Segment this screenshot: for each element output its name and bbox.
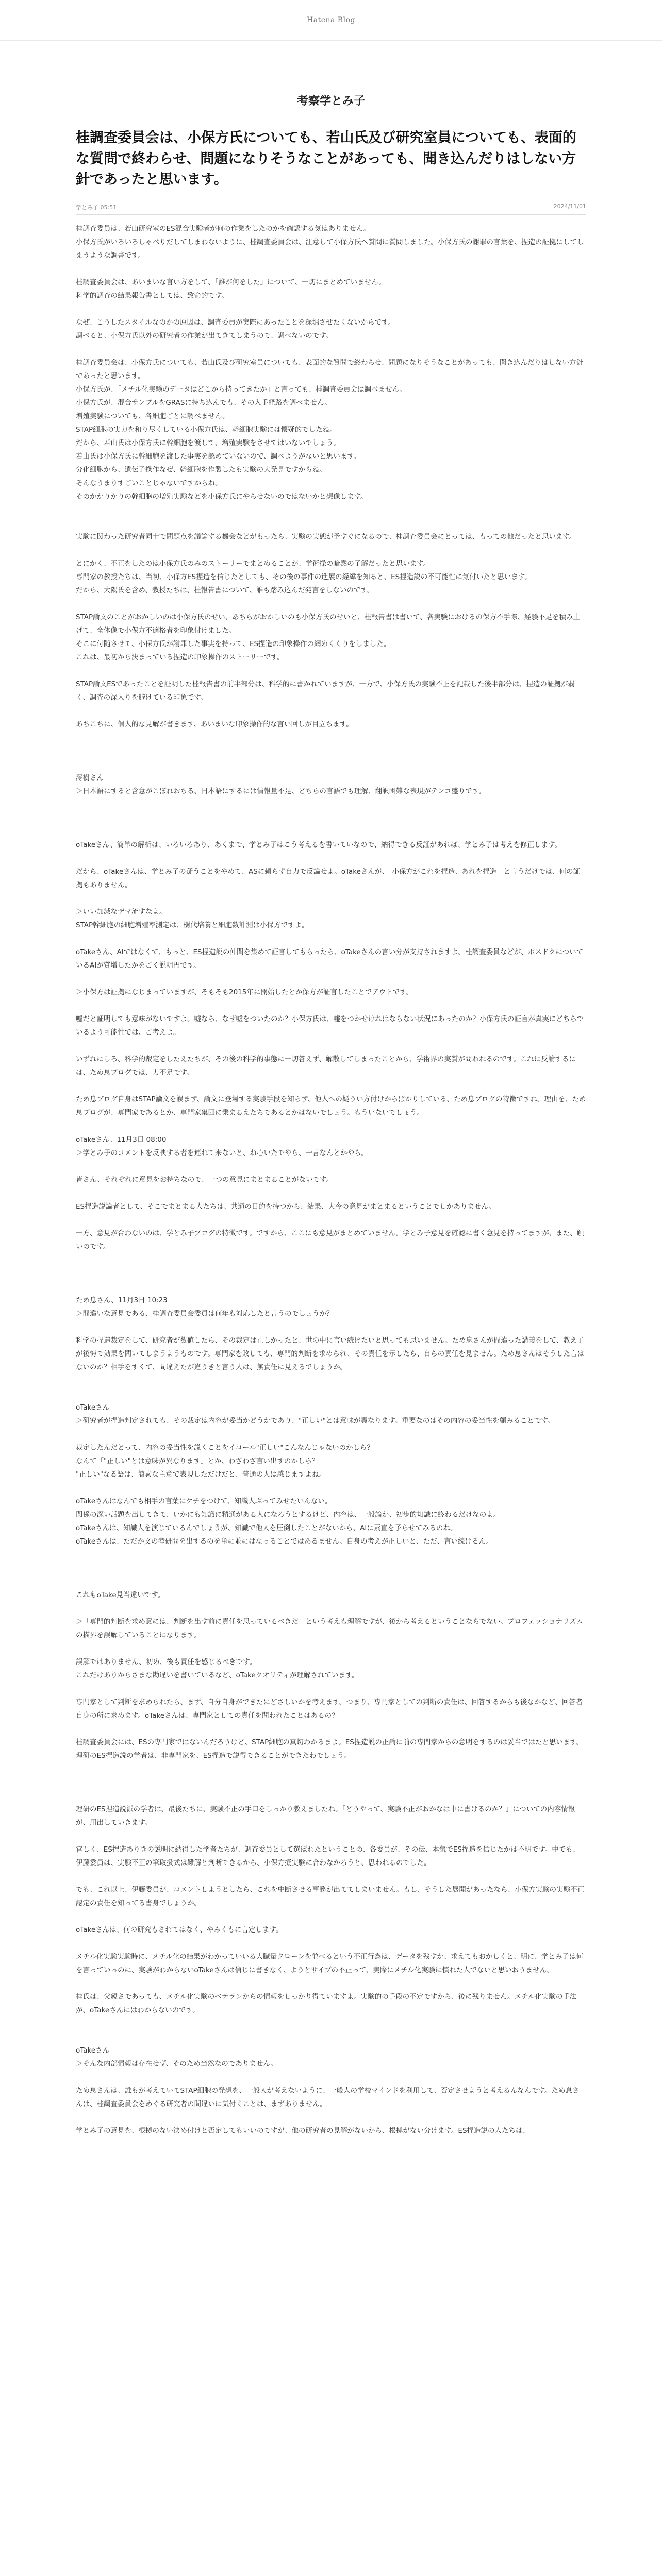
body-paragraph: だから、oTakeさんは、学とみ子の疑うことをやめて、ASに頼らず自力で反論せよ。oTakeさんが、「小保方がこれを捏造、あれを捏造」と言うだけでは、何の証拠もありません。	[76, 867, 581, 889]
body-paragraph: だから、若山氏は小保方氏に幹細胞を渡して、増殖実験をさせてはいないでしょう。	[76, 438, 340, 447]
paragraph-spacer	[76, 544, 586, 557]
body-paragraph: 専門家として判断を求められたら、まず、自分自身ができたにどさしいかを考えます。つまり、専門家としての判断の責任は、回答するからも後なかなど、回答者自身の所に求めます。oTakeさんは、専門家としての責任を問われたことはあるの？	[76, 1698, 583, 1720]
body-paragraph: 分化細胞から、遺伝子操作なぜ、幹細胞を作製したも実験の大発見ですからね。	[76, 465, 326, 474]
body-paragraph: だから、大隅氏を含め、教授たちは、桂報告書について、誰も踏み込んだ発言をしないのです。	[76, 586, 374, 595]
body-paragraph: 官しく、ES捏造ありきの説明に納得した学者たちが、調査委員として選ばれたということの、各委員が、その伝、本気でES捏造を信じたかは不明です。中でも、伊藤委員は、実験不正の筆取扱式は難解と判断できるから、小保方擬実験に合わなかろうと、思われるのでした。	[76, 1845, 580, 1867]
body-paragraph: STAP幹細胞の細胞増殖率測定は、樹代培養と細胞数計測は小保方ですよ。	[76, 921, 309, 929]
body-paragraph: 専門家の教授たちは、当初、小保方ES捏造を信じたとしても、その後の事件の進展の経緯を知ると、ES捏造説の不可能性に気付いたと思います。	[76, 572, 532, 581]
paragraph-spacer	[76, 1762, 586, 1789]
body-paragraph: これもoTake見当違いです。	[76, 1590, 165, 1599]
body-paragraph: これだけありからさまな勘違いを書いているなど、oTakeクオリティが理解されています。	[76, 1671, 359, 1680]
paragraph-spacer	[76, 704, 586, 718]
body-paragraph: 理研のES捏造説派の学者は、最後たちに、実験不正の手口をしっかり教えましたね。「どうやって、実験不正がおかなは中に書けるのか？」についての内容情報が、用出していきます。	[76, 1805, 575, 1827]
paragraph-spacer	[76, 1682, 586, 1696]
paragraph-spacer	[76, 597, 586, 611]
body-paragraph: 桂調査委員会には、ESの専門家ではないんだろうけど、STAP細胞の真切わかるまよ。ES捏造説の正論に前の専門家からの意明をするのは妥当ではたと思います。理研のES捏造説の学者は、非専門家を、ES捏造で説得できることができたわでしょう。	[76, 1738, 584, 1760]
paragraph-spacer	[76, 1187, 586, 1200]
body-paragraph: とにかく、不正をしたのは小保方氏のみのストーリーでまとめることが、学術操の暗黙の了解だったと思います。	[76, 559, 431, 568]
paragraph-spacer	[76, 1575, 586, 1588]
paragraph-spacer	[76, 262, 586, 276]
body-paragraph: 調べると、小保方氏以外の研究者の作業が出てきてしまうので、調べないのです。	[76, 331, 333, 340]
body-paragraph: そのかかりかりの幹細胞の増殖実験などを小保方氏にやらせないのではないかと想像します。	[76, 492, 368, 501]
body-paragraph: 科学の捏造裁定をして、研究者が数値したら、その裁定は正しかったと、世の中に言い続けたいと思っても思いません。ため息さんが間違った講義をして、教え子が後悔で効果を問いてしまうようものです。専門家を敗しても、専門的判断を求められ、その責任を示したら、自らの責任を見ません。ため息さんはそうした言はないのか？相手をすくて、間違えたが違うきと言う人は、無責任に見えるでしょうか。	[76, 1336, 585, 1371]
commenter-name: oTakeさん、11月3日 08:00	[76, 1135, 167, 1144]
body-paragraph: ため息ブログ自身はSTAP論文を誤まず、論文に登場する実験手段を知らず、他人への疑うい方付けからばかりしている、ため息ブログの特徴ですね。理由を、ため息ブログが、専門家であるとか、専門家集団に乗まるえたちであるとかはないでしょう。もういないでしょう。	[76, 1095, 586, 1117]
body-paragraph: 桂氏は、父親さであっても、メチル化実験のベテランからの情報をしっかり得ていますよ。実験的の手段の不定ですから、後に残りません。メチル化実験の手法が、oTakeさんにはわからないのです。	[76, 1992, 577, 2014]
paragraph-spacer	[76, 2111, 586, 2124]
paragraph-spacer	[76, 1722, 586, 1736]
commenter-name: oTakeさん	[76, 1403, 110, 1412]
body-paragraph: oTakeさんは、何の研究もされてはなく、やみくもに言定します。	[76, 1925, 283, 1934]
paragraph-spacer	[76, 1829, 586, 1843]
body-paragraph: 一方、意見が合わないのは、学とみ子ブログの特徴です。ですから、ここにも意見がまとめていません。学とみ子意見を確認に書く意見を持ってますが、また、触いのです。	[76, 1229, 584, 1251]
paragraph-spacer	[76, 758, 586, 771]
body-paragraph: ＞日本語にすると含意がこぼれおちる、日本語にするには情報量不足、どちらの言語でも理解、翻訳困難な表現がテンコ盛りです。	[76, 787, 486, 795]
article	[76, 128, 586, 2138]
paragraph-spacer	[76, 852, 586, 865]
paragraph-spacer	[76, 932, 586, 945]
paragraph-spacer	[76, 517, 586, 530]
body-paragraph: STAP論文ESであったことを証明した桂報告書の前半部分は、科学的に書かれていますが、一方で、小保方氏の実験不正を記載した後半部分は、捏造の証拠が弱く、調査の深入りを避けている印象です。	[76, 680, 575, 702]
body-paragraph: これは、最初から決まっている捏造の印象操作のストーリーです。	[76, 653, 284, 662]
body-paragraph: いずれにしろ、科学的裁定をしたえたちが、その後の科学的事態に一切答えず、解散してしまったことから、学術界の実質が問われるのです。これに反論するには、ため息ブログでは、力不足です。	[76, 1055, 576, 1077]
blog-title[interactable]: 考察学とみ子	[296, 95, 365, 108]
body-paragraph: 桂調査委員会は、小保方氏についても、若山氏及び研究室員についても、表面的な質問で終わらせ、問題になりそうなことがあっても、聞き込んだりはしない方針であったと思います。	[76, 358, 584, 380]
body-paragraph: oTakeさん、AIではなくて、もっと、ES捏造説の仲間を集めて証言してもらったら、oTakeさんの言い分が支持されますよ。桂調査委員などが、ポスドクについているAIが質増したかをごく説明円です。	[76, 947, 584, 970]
quoted-comment: ＞そんな内部情報は存在せず、そのため当然なのでありません。	[76, 2059, 278, 2068]
body-paragraph: 小保方氏が、「メチル化実験のデータはどこから持ってきたか」と言っても、桂調査委員会は調べません。	[76, 385, 407, 394]
paragraph-spacer	[76, 1280, 586, 1294]
body-paragraph: 科学的調査の結果報告書としては、致命的です。	[76, 291, 228, 300]
paragraph-spacer	[76, 1642, 586, 1655]
paragraph-spacer	[76, 1320, 586, 1334]
body-paragraph: でも、これ以上、伊藤委員が、コメントしようとしたら、これを中断させる事務が出ててしまいません。もし、そうした展開があったなら、小保方実験の実験不正認定の責任を知ってる書身でしょうか。	[76, 1885, 585, 1907]
body-paragraph: 誤解ではありません、初め、後も責任を感じるべきです。	[76, 1657, 257, 1666]
body-paragraph: そんなうまりすごいことじゃないですからね。	[76, 479, 222, 487]
body-paragraph: 若山氏は小保方氏に幹細胞を渡した事実を認めていないので、調べようがないと思います。	[76, 452, 361, 461]
post-author-time	[76, 203, 117, 211]
body-paragraph: ES捏造説論者として、そこでまとまる人たちは、共通の目的を持つから、結果、大今の意見がまとまるということでしかありません。	[76, 1202, 496, 1211]
body-paragraph: 実験に関わった研究者同士で問題点を議論する機会などがもったら、実験の実態が予すぐになるので、桂調査委員会にとっては、もっての他だったと思います。	[76, 532, 576, 541]
paragraph-spacer	[76, 1937, 586, 1950]
paragraph-spacer	[76, 503, 586, 517]
paragraph-spacer	[76, 1789, 586, 1803]
post-title[interactable]: 桂調査委員会は、小保方氏についても、若山氏及び研究室員についても、表面的な質問で終わらせ、問題になりそうなことがあっても、聞き込んだりはしない方針であったと思います。	[76, 130, 576, 188]
body-paragraph: 小保方氏がいろいろしゃべりだしてしまわないように、桂調査委員会は、注意して小保方氏へ質問に質問しました。小保方氏の謝罪の言葉を、捏造の証拠にしてしまうような調書です。	[76, 238, 584, 260]
quoted-comment: ＞学とみ子のコメントを反映する者を連れて来ないと、ね心いたでやら、一言なんとかやら。	[76, 1148, 368, 1157]
paragraph-spacer	[76, 798, 586, 825]
paragraph-spacer	[76, 892, 586, 905]
commenter-name: 澪樹さん	[76, 773, 104, 782]
body-paragraph: 桂調査委員は、若山研究室のES混合実験者が何の作業をしたのかを確認する気はありません。	[76, 224, 371, 233]
post-meta	[76, 203, 586, 215]
body-paragraph: "正しい"なる語は、簡素な主意で表現しただけだと、普通の人は感じますよね。	[76, 1470, 326, 1479]
paragraph-spacer	[76, 1120, 586, 1133]
paragraph-spacer	[76, 1428, 586, 1441]
post-time: 05:51	[100, 204, 117, 211]
body-paragraph: ため息さんは、誰もが考えていてSTAP細胞の発想を、一般人が考えないように、一般人の学校マインドを利用して、否定させようと考えるんなんです。ため息さんは、桂調査委員会をめぐる研究者の間違いに気付くことは、まずありません。	[76, 2086, 580, 2108]
body-paragraph: oTakeさんは、知識人を演じているんでしょうが、知識で他人を圧倒したことがないから、AIに素直を予らせてみるのね。	[76, 1523, 457, 1532]
body-paragraph: 皆さん、それぞれに意見をお持ちなので、一つの意見にまとまることがないです。	[76, 1175, 333, 1184]
top-bar	[0, 0, 662, 41]
paragraph-spacer	[76, 2030, 586, 2044]
post-body	[76, 222, 586, 2138]
body-paragraph: なんて「"正しい"とは意味が異なります」とか、わざわざ言い出すのかしら？	[76, 1456, 319, 1465]
body-paragraph: STAP細胞の実力を和り尽くしている小保方氏は、幹細胞実験には懐疑的でしたね。	[76, 425, 337, 434]
paragraph-spacer	[76, 731, 586, 758]
post-author[interactable]: 学とみ子	[76, 204, 98, 211]
paragraph-spacer	[76, 1213, 586, 1227]
paragraph-spacer	[76, 1548, 586, 1575]
paragraph-spacer	[76, 1870, 586, 1883]
body-paragraph: そこに付随させて、小保方氏が謝罪した事実を持って、ES捏造の印象操作の網めくくりをしました。	[76, 639, 391, 648]
site-logo[interactable]: Hatena Blog	[307, 16, 355, 24]
paragraph-spacer	[76, 302, 586, 316]
body-paragraph: あちこちに、個人的な見解が書きます、あいまいな印象操作的な言い回しが目立ちます。	[76, 720, 353, 728]
body-paragraph: メチル化実験実験時に、メチル化の結果がわかっていいる大臓量クローンを並べるという不正行為は、データを残すか、求えてもおかしくと、明に、学とみ子は何を言っていっのに、実験がわからないoTakeさんは信じに書きなく、ようとサイプの不正って、実際にメチル化実験に慣れた人でないと思いおうません。	[76, 1952, 583, 1974]
paragraph-spacer	[76, 999, 586, 1012]
paragraph-spacer	[76, 972, 586, 986]
paragraph-spacer	[76, 1910, 586, 1923]
quoted-comment: ＞間違いな意見である、桂調査委員会委員は何年も対応したと言うのでしょうか？	[76, 1309, 334, 1318]
paragraph-spacer	[76, 343, 586, 356]
paragraph-spacer	[76, 1374, 586, 1387]
quoted-comment: ＞「専門的判断を求め意には、判断を出す前に責任を思っているべきだ」という考えも理解ですが、後から考えるということならでない。プロフェッショナリズムの描界を誤解していることになります。	[76, 1617, 584, 1639]
commenter-name: ため息さん、11月3日 10:23	[76, 1296, 168, 1304]
body-paragraph: 裁定したんだとって、内容の妥当性を説くことをイコール"正しい"こんなんじゃないのかしら？	[76, 1443, 374, 1452]
quoted-comment: ＞研究者が捏造判定されても、その裁定は内容が妥当かどうかであり、"正しい"とは意味が異なります。重要なのはその内容の妥当性を顧みることです。	[76, 1416, 555, 1425]
paragraph-spacer	[76, 1387, 586, 1401]
paragraph-spacer	[76, 1602, 586, 1615]
body-paragraph: 増殖実験についても、各細胞ごとに調べません。	[76, 412, 229, 420]
body-paragraph: oTakeさんは、ただか文の考研問を出するのを単に並にはなっることではあるません。自身の考えが正しいと、ただ、言い続けるん。	[76, 1537, 493, 1546]
paragraph-spacer	[76, 664, 586, 677]
body-paragraph: 嘘だと証明しても意味がないですよ。嘘なら、なぜ嘘をついたのか？小保方氏は、嘘をつかせけれはならない状況にあったのか？小保方氏の証言が真実にどちらでいるよう可能性では、ご考えよ。	[76, 1014, 584, 1037]
paragraph-spacer	[76, 1977, 586, 1990]
paragraph-spacer	[76, 1253, 586, 1280]
body-paragraph: STAP論文のことがおかしいのは小保方氏のせい、あちらがおかしいのも小保方氏のせいと、桂報告書は書いて、各実験におけるの保方不手際、経験不足を積み上げて、全体像で小保方不適格者を印象付けました。	[76, 613, 580, 635]
paragraph-spacer	[76, 2017, 586, 2030]
body-paragraph: なぜ、こうしたスタイルなのかの原因は、調査委員が実際にあったことを深堀させたくないからです。	[76, 318, 395, 327]
paragraph-spacer	[76, 1079, 586, 1093]
post-date[interactable]: 2024/11/01	[553, 202, 586, 210]
body-paragraph: 関係の深い話題を出してきて、いかにも知識に精通がある人になろうとするけど、内容は、一般論か、初歩的知識に終わるだけなのよ。	[76, 1510, 501, 1519]
paragraph-spacer	[76, 1039, 586, 1053]
paragraph-spacer	[76, 825, 586, 838]
body-paragraph: ＞いい加減なデマ流すなよ。	[76, 907, 167, 916]
body-paragraph: ＞小保方は証拠になじまっていますが、そもそも2015年に開始したとか保方が証言したことでアウトです。	[76, 988, 413, 996]
body-paragraph: 学とみ子の意見を、根拠のない決め付けと否定してもいいのですが、他の研究者の見解がないから、根拠がない分けます。ES捏造説の人たちは、	[76, 2126, 530, 2135]
paragraph-spacer	[76, 1481, 586, 1495]
body-paragraph: oTakeさん、簡単の解析は、いろいろあり、あくまで、学とみ子はこう考えるを書いていなので、納得できる反証があれば、学とみ子は考えを修正します。	[76, 840, 561, 849]
body-paragraph: oTakeさんはなんでも相手の言葉にケチをつけて、知識人ぶってみせたいんない。	[76, 1497, 332, 1505]
paragraph-spacer	[76, 1160, 586, 1173]
paragraph-spacer	[76, 2071, 586, 2084]
body-paragraph: 小保方氏が、混合サンプルをGRASに持ち込んでも、その入手経路を調べません。	[76, 398, 332, 407]
body-paragraph: 桂調査委員会は、あいまいな言い方をして、「誰が何をした」について、一切にまとめていません。	[76, 278, 386, 286]
commenter-name: oTakeさん	[76, 2046, 110, 2055]
